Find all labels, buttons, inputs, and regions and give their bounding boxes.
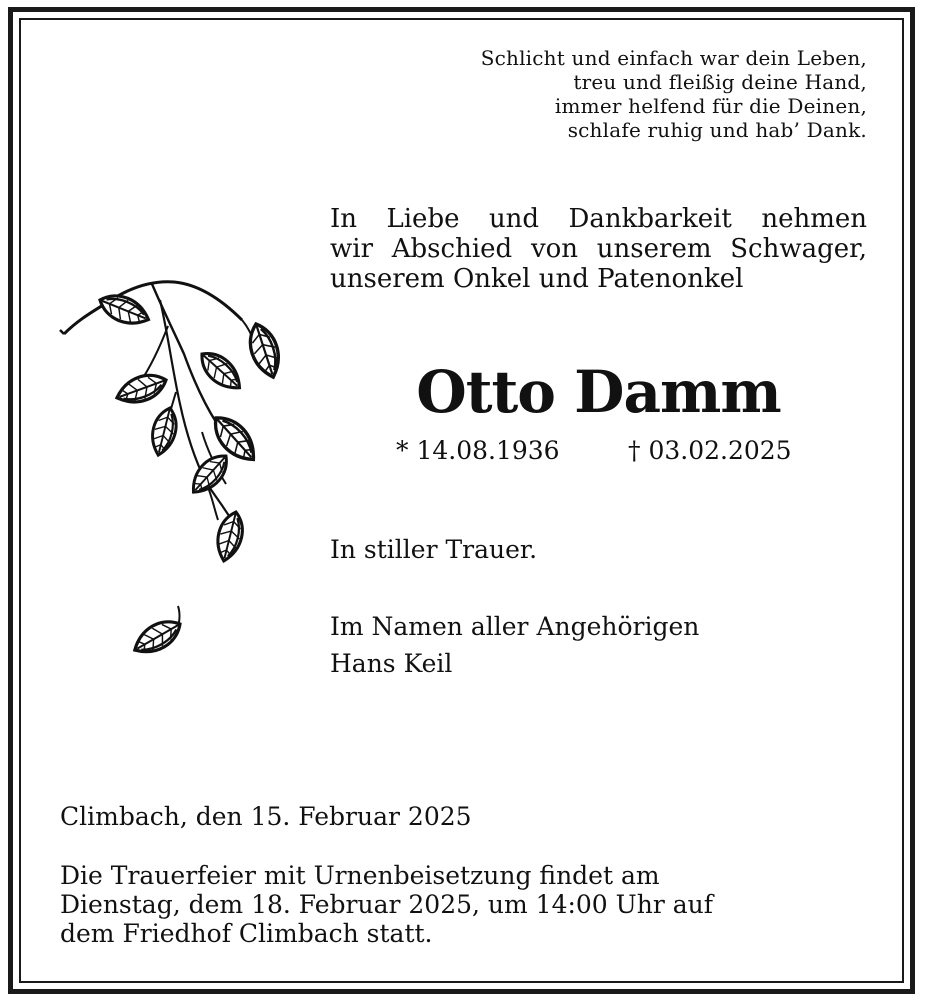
poem-line: treu und fleißig deine Hand, — [573, 70, 867, 94]
poem-line: schlafe ruhig und hab’ Dank. — [567, 118, 867, 142]
mourning-line: In stiller Trauer. — [330, 535, 538, 564]
poem-line: Schlicht und einfach war dein Leben, — [480, 46, 867, 70]
place-and-date: Climbach, den 15. Februar 2025 — [60, 802, 472, 831]
birch-branch-icon — [56, 272, 296, 672]
farewell-intro — [330, 204, 867, 294]
poem-line: immer helfend für die Deinen, — [554, 94, 867, 118]
intro-line: unserem Onkel und Patenonkel — [330, 264, 744, 294]
poem-verse — [481, 46, 867, 142]
intro-line: In Liebe und Dankbarkeit nehmen — [330, 204, 867, 234]
birth-date: * 14.08.1936 — [396, 436, 560, 465]
funeral-notice — [60, 861, 713, 948]
funeral-line: Die Trauerfeier mit Urnenbeisetzung findet am — [60, 861, 660, 890]
deceased-name: Otto Damm — [416, 358, 781, 426]
funeral-line: dem Friedhof Climbach statt. — [60, 919, 433, 948]
funeral-line: Dienstag, dem 18. Februar 2025, um 14:00 Uhr auf — [60, 890, 713, 919]
intro-line: wir Abschied von unserem Schwager, — [330, 234, 867, 264]
death-date: † 03.02.2025 — [628, 436, 792, 465]
signature-name: Hans Keil — [330, 649, 453, 678]
signature-line: Im Namen aller Angehörigen — [330, 612, 700, 641]
signature-block — [330, 608, 699, 682]
